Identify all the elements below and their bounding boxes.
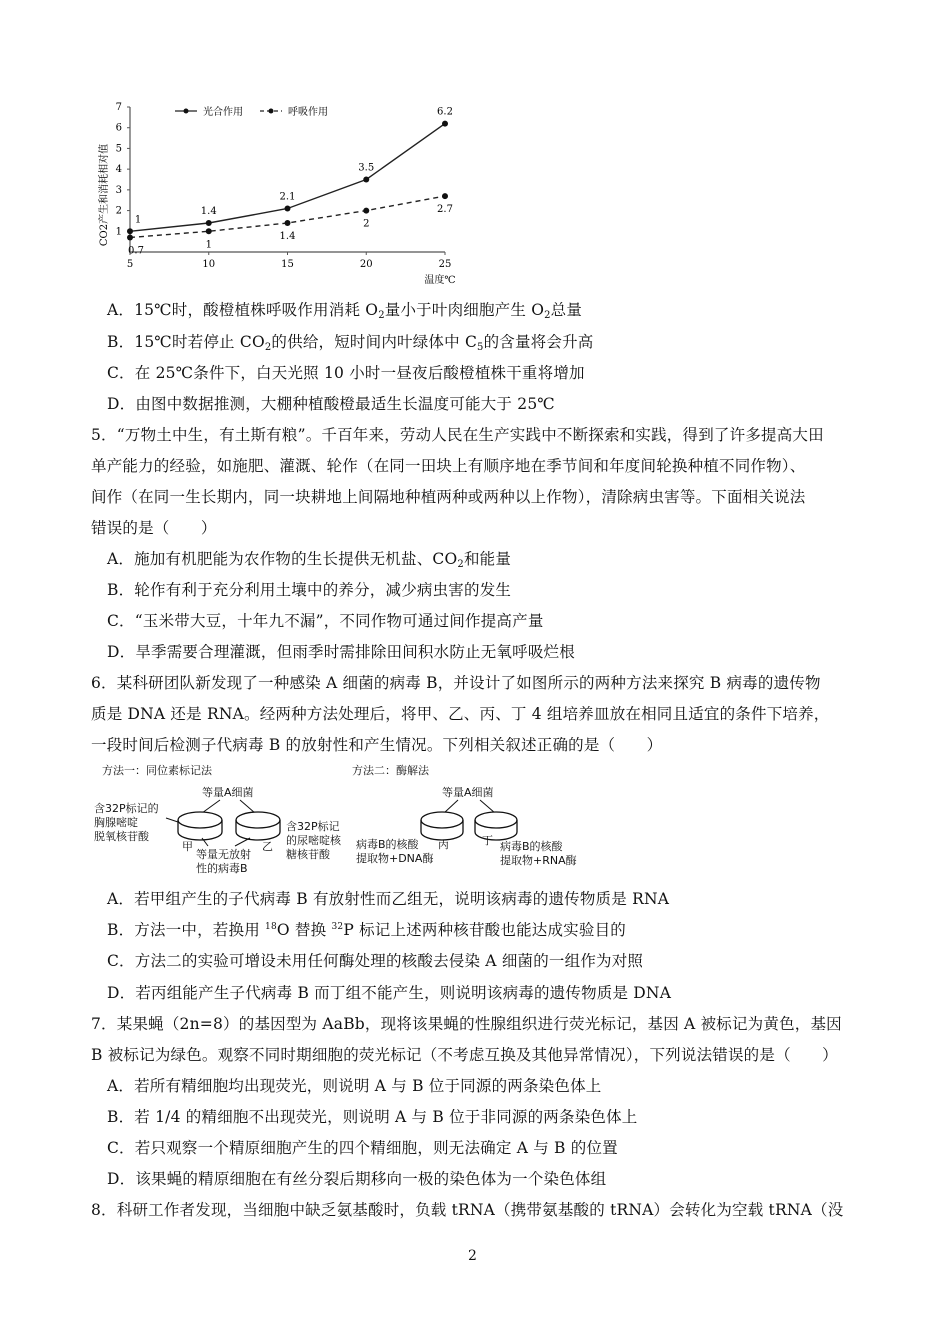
photosynthesis-data-label: 6.2 (437, 106, 453, 118)
q6-option-b: B．方法一中，若换用 $^{18}$O 替换 $^{32}$P 标记上述两种核苷酸也能达成实验目的 (107, 921, 626, 939)
x-tick-label: 5 (126, 259, 134, 270)
x-tick-label: 10 (202, 259, 216, 270)
label-32p-thymidine-1: 含32P标记的 (94, 802, 159, 815)
y-tick-label: 5 (115, 143, 122, 155)
dish-label-bing: 丙 (438, 838, 449, 851)
petri-dish-bing (421, 812, 463, 840)
legend-respiration-marker (269, 109, 274, 114)
x-tick-label: 25 (438, 259, 452, 270)
q7-stem-line-1: 7．某果蝇（2n=8）的基因型为 AaBb，现将该果蝇的性腺组织进行荧光标记，基因 A 被标记为黄色，基因 (91, 1015, 842, 1033)
experiment-diagram (90, 760, 610, 880)
photosynthesis-line (130, 124, 445, 232)
photosynthesis-point (363, 177, 369, 183)
chart-y-axis-label: CO2产生和消耗相对值 (99, 143, 110, 247)
x-tick-label: 20 (359, 259, 373, 270)
y-tick-label: 1 (115, 226, 122, 238)
respiration-point (285, 220, 291, 226)
page-number: 2 (468, 1248, 477, 1264)
photosynthesis-point (442, 121, 448, 127)
dish-label-jia: 甲 (182, 840, 193, 853)
q7-stem-line-2: B 被标记为绿色。观察不同时期细胞的荧光标记（不考虑互换及其他异常情况），下列说法错误的是（ ） (91, 1046, 838, 1064)
respiration-data-label: 2 (363, 218, 370, 230)
photosynthesis-point (285, 206, 291, 212)
y-tick-label: 2 (115, 205, 122, 217)
legend-respiration-label: 呼吸作用 (288, 107, 328, 118)
q6-stem-line-1: 6．某科研团队新发现了一种感染 A 细菌的病毒 B，并设计了如图所示的两种方法来探究 B 病毒的遗传物 (91, 674, 821, 692)
q7-option-b: B．若 1/4 的精细胞不出现荧光，则说明 A 与 B 位于非同源的两条染色体上 (107, 1108, 638, 1126)
q7-option-c: C．若只观察一个精原细胞产生的四个精细胞，则无法确定 A 与 B 的位置 (107, 1139, 618, 1157)
photosynthesis-data-label: 1.4 (200, 206, 217, 217)
label-32p-uridine-2: 的尿嘧啶核 (286, 834, 341, 847)
q6-option-c: C．方法二的实验可增设未用任何酶处理的核酸去侵染 A 细菌的一组作为对照 (107, 952, 644, 970)
y-tick-label: 6 (115, 122, 122, 134)
legend-photosynthesis-label: 光合作用 (203, 107, 243, 118)
q4-option-a: A．15℃时，酸橙植株呼吸作用消耗 $O_2$量小于叶肉细胞产生 $O_2$总量 (107, 301, 583, 321)
dish-label-yi: 乙 (262, 840, 273, 853)
y-tick-label: 4 (115, 164, 122, 176)
method-one-title: 方法一：同位素标记法 (102, 764, 212, 777)
y-tick-label: 7 (115, 102, 122, 113)
q4-option-c: C．在 25℃条件下，白天光照 10 小时一昼夜后酸橙植株干重将增加 (107, 364, 585, 382)
respiration-point (442, 193, 448, 199)
label-32p-uridine-1: 含32P标记 (286, 820, 340, 833)
q5-option-a: A．施加有机肥能为农作物的生长提供无机盐、$CO_2$和能量 (107, 550, 512, 570)
label-rna-enzyme-1: 病毒B的核酸 (500, 840, 563, 853)
q6-option-d: D．若丙组能产生子代病毒 B 而丁组不能产生，则说明该病毒的遗传物质是 DNA (107, 984, 672, 1002)
photosynthesis-point (127, 228, 133, 234)
label-dna-enzyme-2: 提取物+DNA酶 (356, 852, 434, 865)
label-32p-thymidine-3: 脱氧核苷酸 (94, 830, 149, 843)
q5-option-c: C．“玉米带大豆，十年九不漏”，不同作物可通过间作提高产量 (107, 612, 544, 630)
photosynthesis-respiration-chart (95, 95, 475, 290)
q5-stem-line-1: 5．“万物土中生，有土斯有粮”。千百年来，劳动人民在生产实践中不断探索和实践，得到了许多提高大田 (91, 426, 824, 444)
label-32p-thymidine-2: 胸腺嘧啶 (94, 816, 138, 829)
y-tick-label: 3 (115, 184, 122, 196)
q8-stem-line-1: 8．科研工作者发现，当细胞中缺乏氨基酸时，负载 tRNA（携带氨基酸的 tRNA）会转化为空载 tRNA（没 (91, 1201, 844, 1219)
method-two-title: 方法二：酶解法 (352, 764, 429, 777)
chart-ticks (116, 102, 452, 270)
label-dna-enzyme-1: 病毒B的核酸 (356, 838, 419, 851)
dish-label-ding: 丁 (482, 834, 493, 847)
respiration-data-label: 1.4 (279, 231, 296, 242)
respiration-data-label: 2.7 (437, 204, 453, 216)
label-32p-uridine-3: 糖核苷酸 (286, 848, 330, 861)
q5-stem-line-2: 单产能力的经验，如施肥、灌溉、轮作（在同一田块上有顺序地在季节间和年度间轮换种植不同作物）、 (91, 457, 806, 475)
chart-series (127, 107, 453, 257)
chart-x-axis-label: 温度℃ (424, 275, 456, 286)
q4-option-b: B．15℃时若停止 $CO_2$的供给，短时间内叶绿体中 $C_5$的含量将会升高 (107, 333, 594, 353)
respiration-point (206, 228, 212, 234)
bacteria-label-2: 等量A细菌 (442, 786, 494, 799)
q6-option-a: A．若甲组产生的子代病毒 B 有放射性而乙组无，说明该病毒的遗传物质是 RNA (107, 890, 670, 908)
q5-option-d: D．旱季需要合理灌溉，但雨季时需排除田间积水防止无氧呼吸烂根 (107, 643, 575, 661)
respiration-data-label: 0.7 (128, 245, 144, 257)
q6-stem-line-2: 质是 DNA 还是 RNA。经两种方法处理后，将甲、乙、丙、丁 4 组培养皿放在相同且适宜的条件下培养， (91, 705, 830, 723)
photosynthesis-data-label: 2.1 (279, 191, 296, 203)
photosynthesis-point (206, 220, 212, 226)
petri-dish-yi (236, 812, 280, 840)
bacteria-label-1: 等量A细菌 (202, 786, 254, 799)
q6-stem-line-3: 一段时间后检测子代病毒 B 的放射性和产生情况。下列相关叙述正确的是（ ） (91, 736, 663, 754)
q5-stem-line-3: 间作（在同一生长期内，同一块耕地上间隔地种植两种或两种以上作物），清除病虫害等。下面相关说法 (91, 488, 806, 506)
chart-legend (175, 105, 328, 118)
photosynthesis-data-label: 1 (134, 214, 142, 226)
q7-option-d: D．该果蝇的精原细胞在有丝分裂后期移向一极的染色体为一个染色体组 (107, 1170, 607, 1188)
virus-label-1: 等量无放射 (196, 848, 251, 861)
x-tick-label: 15 (281, 259, 294, 270)
q5-stem-line-4: 错误的是（ ） (91, 519, 217, 537)
photosynthesis-data-label: 3.5 (358, 162, 375, 174)
petri-dish-jia (178, 812, 222, 840)
legend-photosynthesis-marker (184, 109, 189, 114)
virus-label-2: 性的病毒B (196, 862, 248, 875)
q7-option-a: A．若所有精细胞均出现荧光，则说明 A 与 B 位于同源的两条染色体上 (107, 1077, 602, 1095)
label-rna-enzyme-2: 提取物+RNA酶 (500, 854, 577, 867)
respiration-point (363, 208, 369, 214)
q5-option-b: B．轮作有利于充分利用土壤中的养分，减少病虫害的发生 (107, 581, 512, 599)
q4-option-d: D．由图中数据推测，大棚种植酸橙最适生长温度可能大于 25℃ (107, 395, 555, 413)
respiration-point (127, 235, 133, 241)
respiration-data-label: 1 (205, 239, 212, 251)
